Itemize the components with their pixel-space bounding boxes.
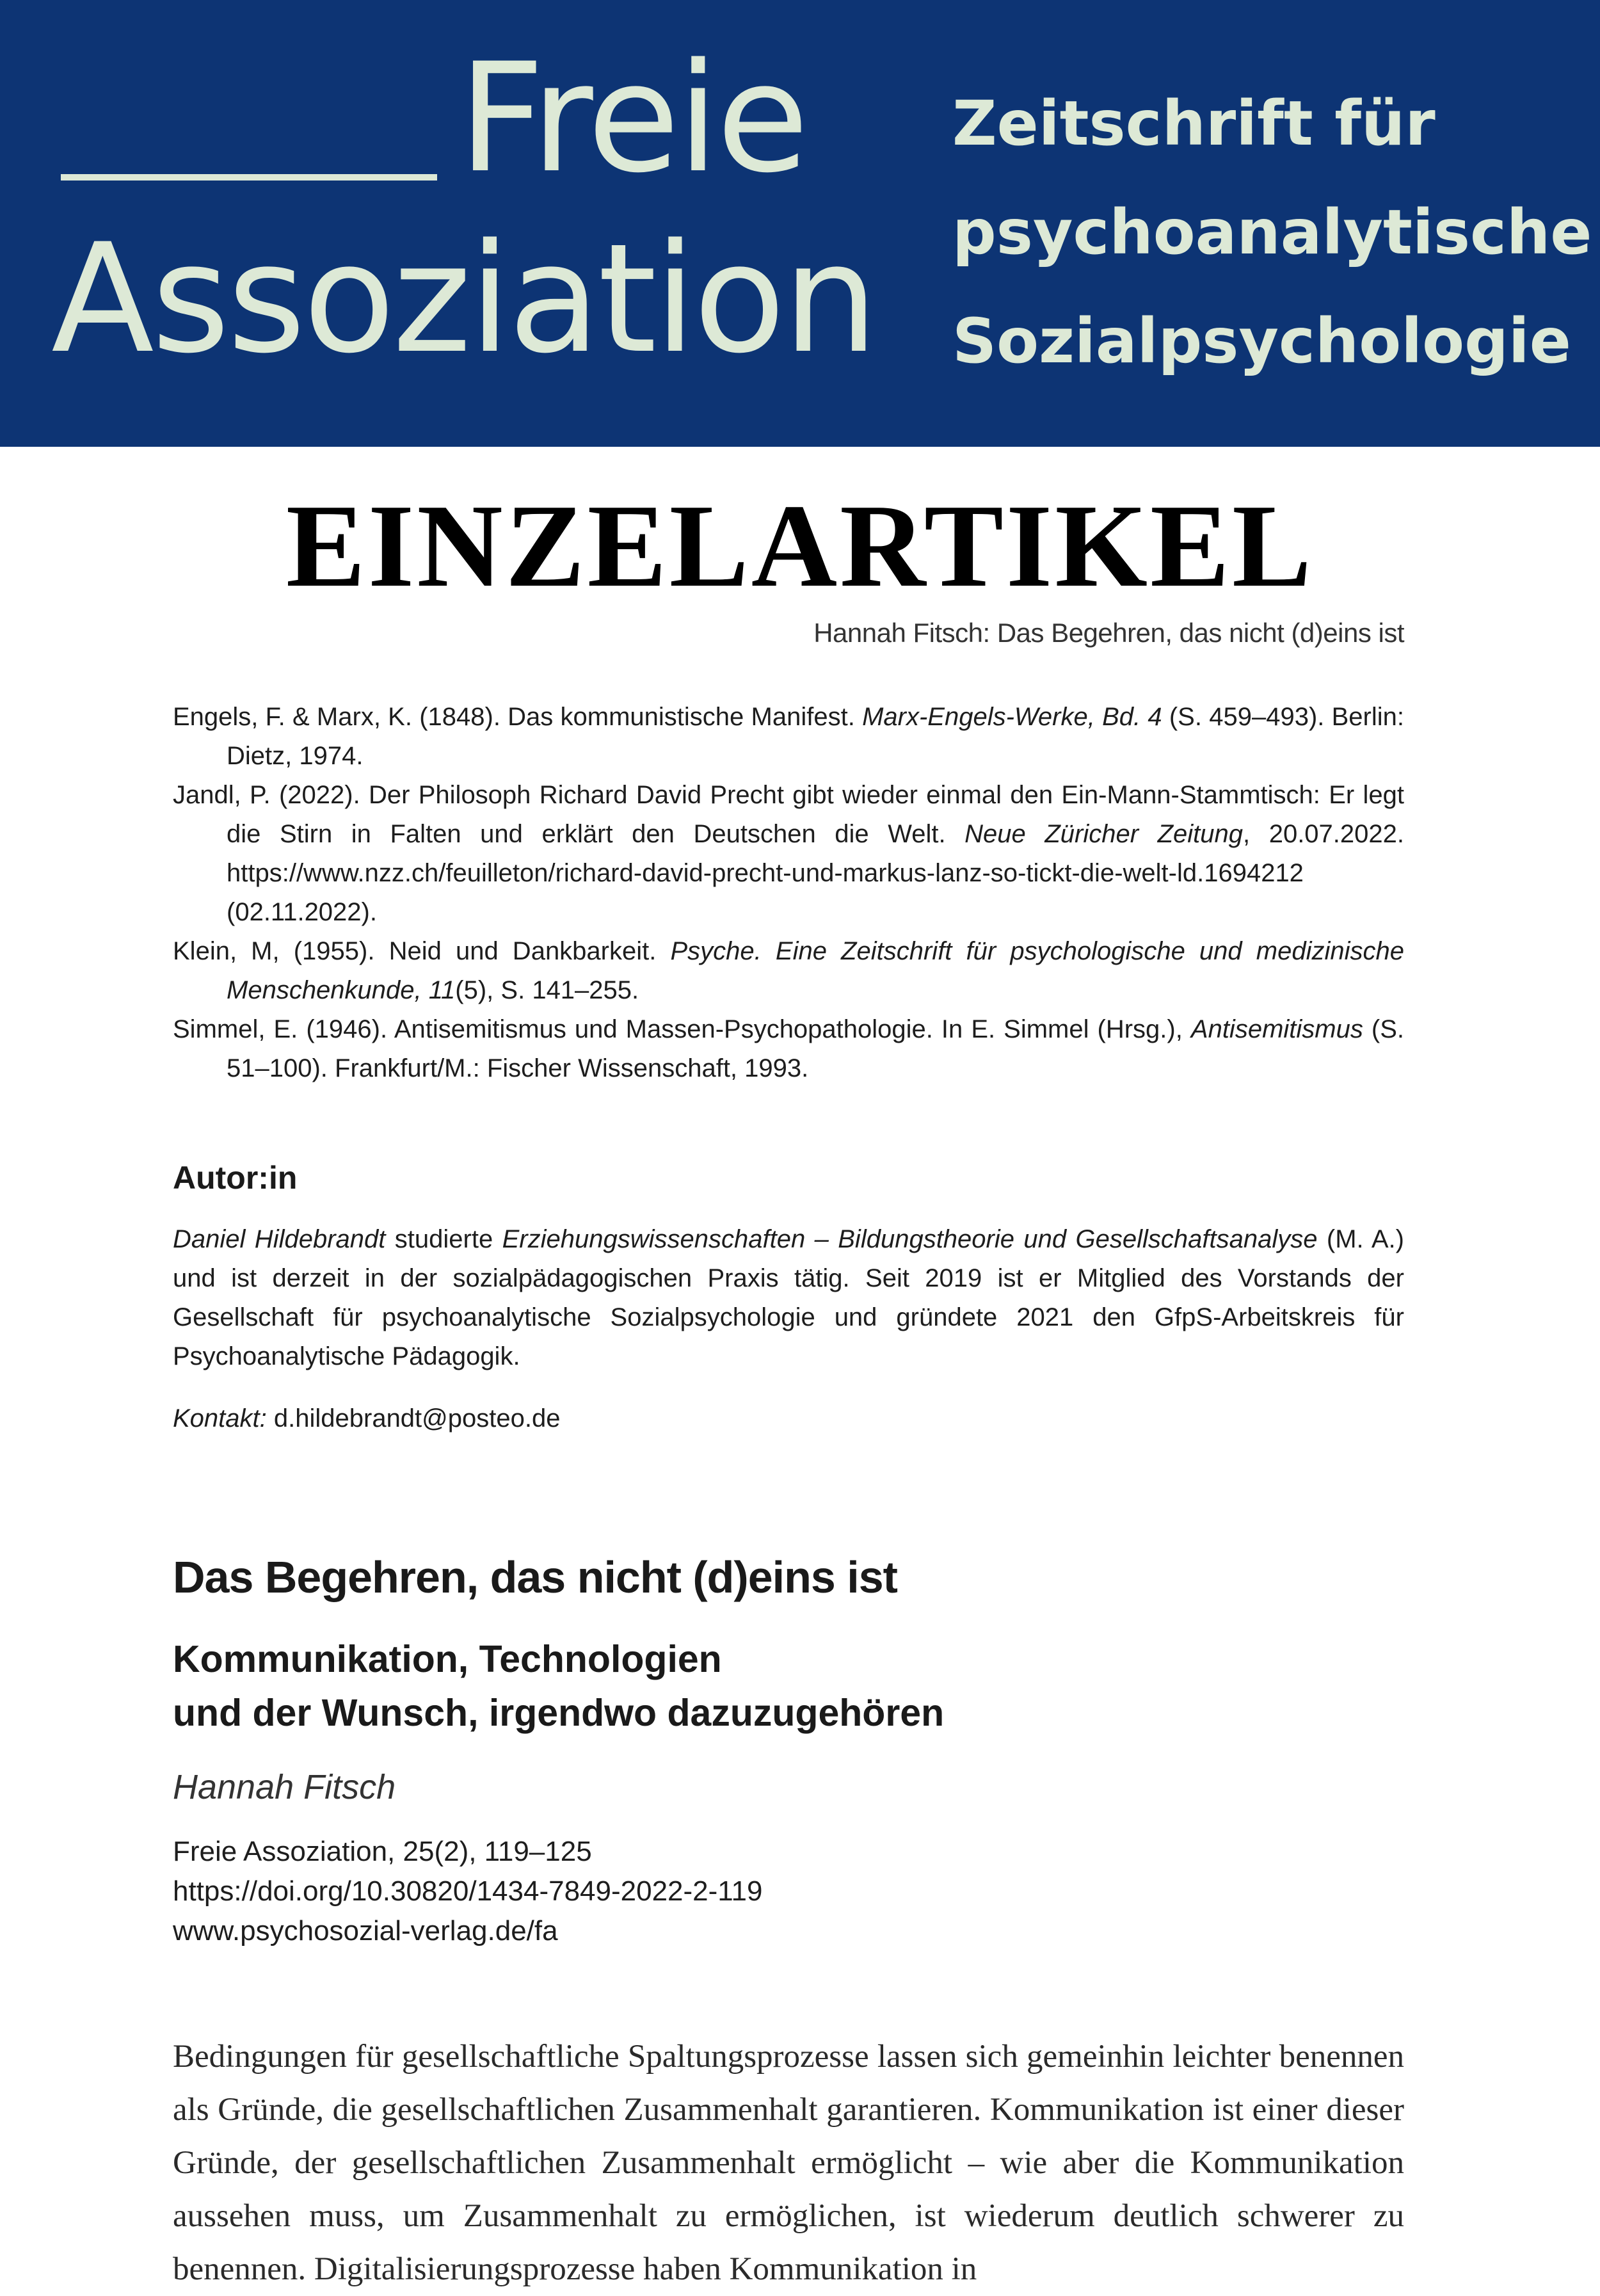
journal-subtitle-line: psychoanalytische — [952, 197, 1592, 268]
article-citation-block — [173, 1832, 762, 1951]
author-contact — [173, 1399, 560, 1438]
running-head: Hannah Fitsch: Das Begehren, das nicht (d)eins ist — [813, 618, 1404, 648]
journal-subtitle-line: Sozialpsychologie — [952, 305, 1571, 377]
doi-link[interactable]: https://doi.org/10.30820/1434-7849-2022-2-119 — [173, 1875, 763, 1907]
publisher-link[interactable]: www.psychosozial-verlag.de/fa — [173, 1915, 558, 1947]
journal-subtitle-line: Zeitschrift für — [952, 88, 1436, 159]
article-subtitle-line: Kommunikation, Technologien — [173, 1638, 722, 1680]
author-bio-text: studierte — [385, 1225, 502, 1253]
reference-source: Antisemitismus — [1190, 1015, 1363, 1043]
document-type-heading: EINZELARTIKEL — [285, 480, 1315, 612]
reference-source: Neue Züricher Zeitung — [964, 820, 1244, 848]
reference-text: (S. 51–100). Frankfurt/M.: Fischer Wissenschaft, 1993. — [227, 1015, 1404, 1082]
reference-text: (5), S. 141–255. — [455, 976, 639, 1004]
reference-text: , 20.07.2022. https://www.nzz.ch/feuilleton/richard-david-precht-und-markus-lanz-so-tickt-die-welt-ld.1694212 (02.11.2022). — [227, 820, 1405, 926]
article-body-text: Bedingungen für gesellschaftliche Spaltungsprozesse lassen sich gemeinhin leichter benennen als Gründe, die gesellschaftlichen Zusammenhalt garantieren. Kommunikation ist einer dieser Gründe, der gesellschaftlichen Zusammenhalt ermöglicht – wie aber die Kommunikation aussehen muss, um Zusammenhalt zu ermöglichen, ist wiederum deutlich schwerer zu benennen. Digitalisierungsprozesse haben Kommunikation in — [173, 2039, 1404, 2287]
reference-list — [173, 698, 1404, 1088]
author-bio-text: (M. A.) und ist derzeit in der sozialpädagogischen Praxis tätig. Seit 2019 ist er Mitglied des Vorstands der Gesellschaft für psychoanalytische Sozialpsychologie und gründete 2021 den GfpS-Arbeitskreis für Psychoanalytische Pädagogik. — [173, 1225, 1404, 1370]
reference-item — [173, 776, 1404, 932]
author-bio — [173, 1220, 1404, 1376]
reference-source: Marx-Engels-Werke, Bd. 4 — [862, 703, 1162, 731]
reference-text: (S. 459–493). Berlin: Dietz, 1974. — [227, 703, 1404, 770]
article-subtitle — [173, 1632, 944, 1740]
citation-text: Freie Assoziation, 25(2), 119–125 — [173, 1836, 592, 1867]
reference-text: Simmel, E. (1946). Antisemitismus und Massen-Psychopathologie. In E. Simmel (Hrsg.), — [173, 1015, 1191, 1043]
reference-item — [173, 932, 1404, 1010]
article-author: Hannah Fitsch — [173, 1768, 396, 1806]
journal-title-rule — [61, 174, 437, 181]
reference-text: Jandl, P. (2022). Der Philosoph Richard David Precht gibt wieder einmal den Ein-Mann-Stammtisch: Er legt die Stirn in Falten und erklärt den Deutschen die Welt. — [173, 781, 1404, 848]
journal-banner — [0, 0, 1600, 447]
reference-item — [173, 698, 1404, 776]
reference-text: Klein, M, (1955). Neid und Dankbarkeit. — [173, 937, 671, 965]
contact-email[interactable]: d.hildebrandt@posteo.de — [266, 1404, 561, 1433]
author-field: Erziehungswissenschaften – Bildungstheorie und Gesellschaftsanalyse — [502, 1225, 1318, 1253]
journal-name-line1: Freie — [458, 31, 806, 206]
contact-label: Kontakt: — [173, 1404, 267, 1433]
reference-item — [173, 1010, 1404, 1088]
journal-name-line2: Assoziation — [51, 212, 876, 387]
article-subtitle-line: und der Wunsch, irgendwo dazuzugehören — [173, 1692, 945, 1734]
reference-text: Engels, F. & Marx, K. (1848). Das kommunistische Manifest. — [173, 703, 863, 731]
author-name: Daniel Hildebrandt — [173, 1225, 386, 1253]
journal-subtitle — [952, 69, 1592, 396]
reference-source: Psyche. Eine Zeitschrift für psychologische und medizinische Menschenkunde, 11 — [227, 937, 1404, 1004]
author-section-heading: Autor:in — [173, 1160, 298, 1196]
article-title: Das Begehren, das nicht (d)eins ist — [173, 1552, 897, 1602]
